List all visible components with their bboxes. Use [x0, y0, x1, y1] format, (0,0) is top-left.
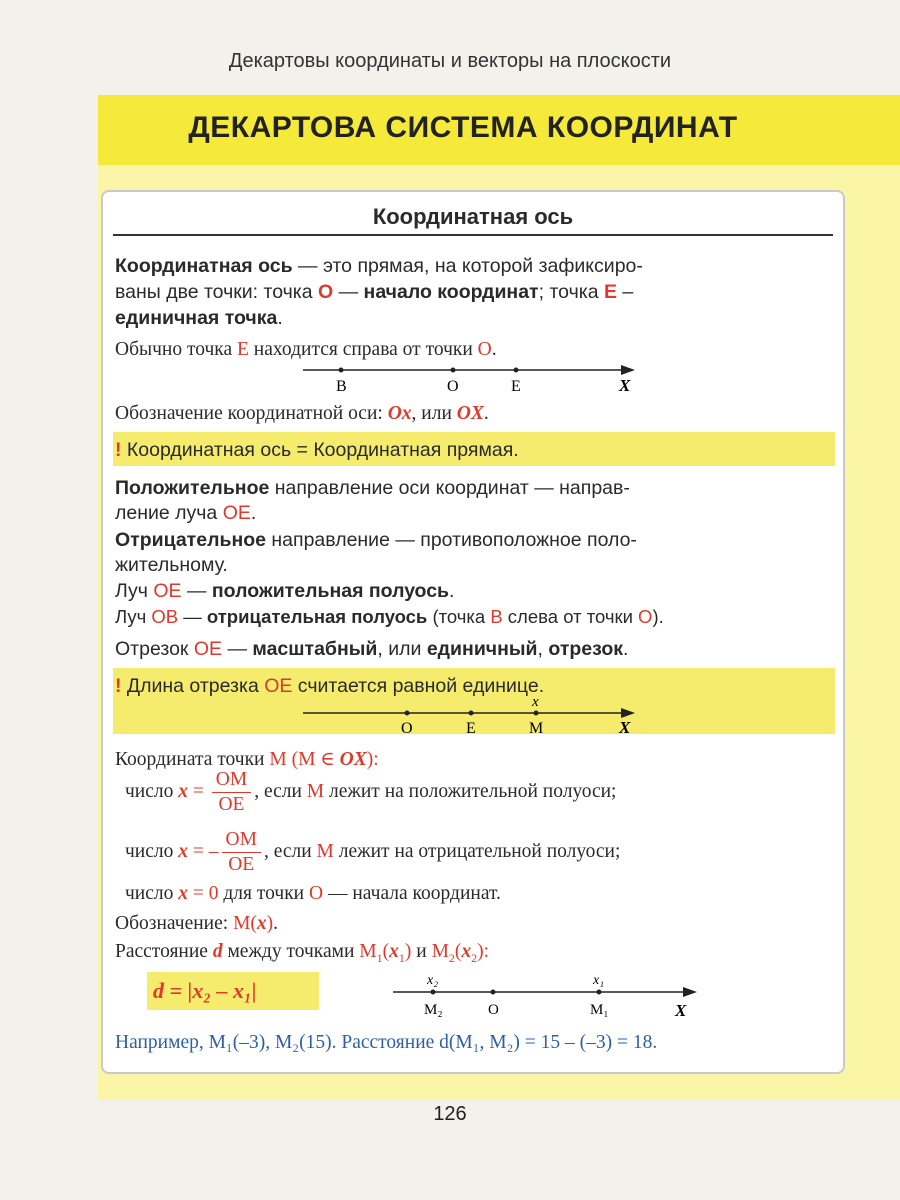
- case-zero: число x = 0 для точки О — начала координат.: [125, 883, 501, 904]
- distance-line: Расстояние d между точками $М_1(x_1)$ и $М_2(x_2)$:: [115, 941, 490, 965]
- point-b: [339, 368, 344, 373]
- usually-line: Обычно точка Е находится справа от точки О.: [115, 339, 497, 360]
- axis-diagram-3: [393, 970, 713, 1020]
- ray-oe-line: Луч ОЕ — положительная полуось.: [115, 580, 455, 602]
- point-o: [451, 368, 456, 373]
- label-coordinate-x: x: [532, 695, 539, 710]
- label-o: O: [447, 378, 459, 394]
- case-negative: число x = – $\frac{OM}{OE}$ , если М лежит на отрицательной полуоси;: [125, 829, 621, 876]
- axis-arrow: [621, 708, 635, 718]
- label-x: X: [675, 1001, 687, 1020]
- distance-formula: d = |x₂ – x₁|: [153, 978, 257, 1003]
- subtitle-underline: [113, 234, 833, 236]
- axis-arrow: [683, 987, 697, 997]
- point-o: [405, 711, 410, 716]
- definition-line-1: Координатная ось — это прямая, на которой зафиксиро-: [115, 255, 643, 277]
- axis-diagram-2: [303, 695, 643, 737]
- point-m2: [431, 990, 436, 995]
- fraction: $\frac{OM}{OE}$: [222, 828, 261, 877]
- point-e: [469, 711, 474, 716]
- point-m1: [597, 990, 602, 995]
- distance-formula-box: [147, 972, 319, 1010]
- designation-line: Обозначение: М(x).: [115, 913, 279, 934]
- label-x2: x₂: [427, 973, 439, 988]
- example-line: Например, М₁(–3), М₂(15). Расстояние d(М₁, М₂) = 15 – (–3) = 18.: [115, 1032, 658, 1053]
- coordinate-line: Координата точки М (М ∈ OX):: [115, 749, 379, 770]
- axis-diagram-1: [303, 360, 643, 394]
- positive-line-1: Положительное направление оси координат — направ-: [115, 477, 630, 499]
- label-x1: x₁: [593, 973, 605, 988]
- definition-line-2: ваны две точки: точка О — начало координат; точка Е –: [115, 281, 634, 303]
- negative-line-1: Отрицательное направление — противоположное поло-: [115, 529, 637, 551]
- label-m1: M₁: [590, 1002, 609, 1018]
- label-m2: M₂: [424, 1002, 443, 1018]
- definition-card: [101, 190, 845, 1074]
- point-e: [514, 368, 519, 373]
- axis-arrow: [621, 365, 635, 375]
- segment-line: Отрезок ОЕ — масштабный, или единичный, отрезок.: [115, 638, 629, 660]
- section-title: ДЕКАРТОВА СИСТЕМА КООРДИНАТ: [188, 111, 738, 144]
- label-b: B: [336, 378, 347, 394]
- label-o: O: [401, 720, 413, 737]
- label-e: E: [466, 720, 476, 737]
- point-m: [534, 711, 539, 716]
- label-e: E: [511, 378, 521, 394]
- note-2: ! Длина отрезка ОЕ считается равной единице.: [115, 675, 545, 697]
- label-o: O: [488, 1002, 499, 1018]
- label-x: X: [619, 718, 631, 737]
- case-positive: число x = $\frac{OM}{OE}$ , если М лежит на положительной полуоси;: [125, 769, 617, 816]
- section-title-band: [98, 95, 900, 165]
- label-x: X: [619, 376, 631, 394]
- label-m: M: [529, 720, 544, 737]
- point-o: [491, 990, 496, 995]
- note-1: ! Координатная ось = Координатная прямая.: [115, 439, 519, 461]
- running-header: Декартовы координаты и векторы на плоскости: [228, 50, 672, 72]
- card-subtitle: Координатная ось: [372, 204, 574, 229]
- fraction: $\frac{OM}{OE}$: [212, 768, 251, 817]
- definition-line-3: единичная точка.: [115, 307, 283, 329]
- negative-line-2: жительному.: [115, 554, 228, 576]
- page-number: 126: [433, 1103, 467, 1125]
- notation-line: Обозначение координатной оси: Ox, или OX.: [115, 403, 489, 424]
- ray-ob-line: Луч ОВ — отрицательная полуось (точка В слева от точки О).: [115, 606, 664, 627]
- positive-line-2: ление луча ОЕ.: [115, 502, 257, 524]
